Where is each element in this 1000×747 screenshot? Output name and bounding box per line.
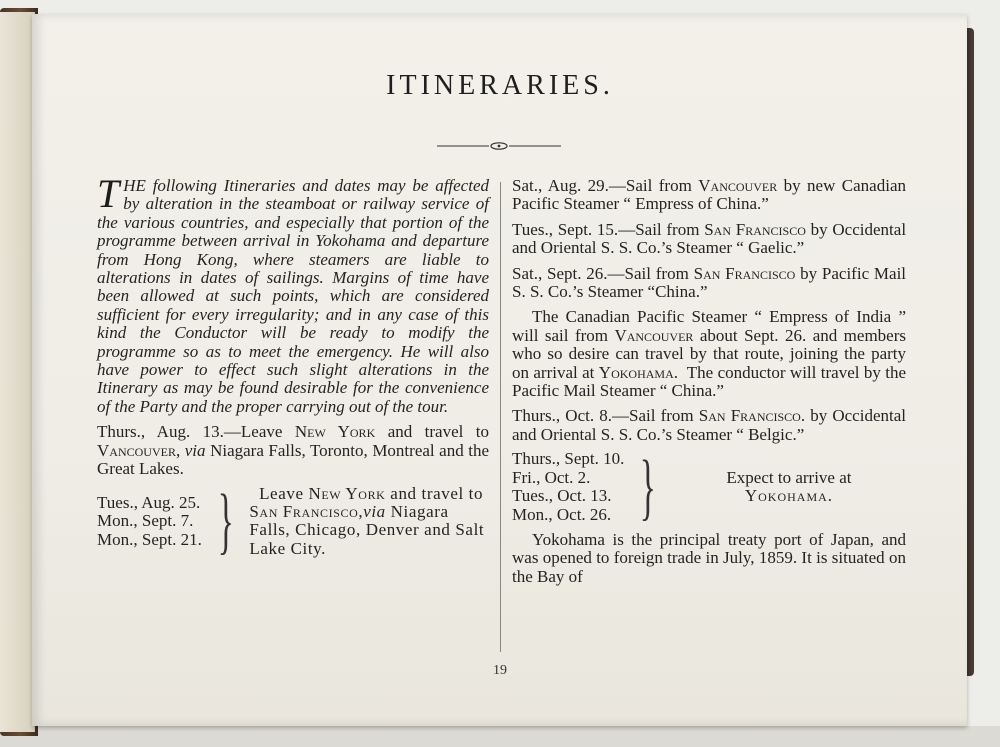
via-text: via (363, 501, 386, 521)
entry-aug-29 (512, 177, 906, 214)
table-surface (0, 726, 1000, 747)
entry-aug-13 (97, 423, 489, 478)
place-name: San Francisco. (698, 406, 806, 426)
entry-group-leave-new-york (97, 480, 489, 563)
column-divider (500, 182, 501, 652)
place-name: New York (294, 422, 376, 442)
right-brace-icon: } (217, 480, 234, 563)
place-name: Vancouver, (97, 440, 181, 460)
page-title: ITINERARIES. (386, 70, 614, 101)
drop-cap: T (97, 171, 120, 216)
entry-text: and travel to (390, 483, 484, 503)
group-dates (512, 450, 624, 524)
entry-date: Sat., Aug. 29. (512, 176, 609, 195)
entry-date: Tues., Sept. 15. (512, 219, 619, 239)
entry-date: Thurs., Aug. 13. (97, 422, 224, 442)
ornament-rule-icon (437, 141, 561, 151)
place-name: San Francisco (704, 219, 806, 239)
place-name: New York (308, 483, 386, 503)
paragraph-text: about Sept. 26. and members who so desire can travel by that route, joining the party on arrival at (512, 325, 906, 382)
group-date: Thurs., Sept. 10. (512, 449, 625, 469)
entry-date: Sat., Sept. 26. (512, 263, 608, 283)
entry-text: Niagara Falls, Toronto, Montreal and the Great Lakes. (97, 440, 490, 479)
group-date: Mon., Oct. 26. (512, 504, 612, 524)
entry-action: —Sail from (608, 176, 692, 195)
entry-action: —Sail from (611, 406, 694, 426)
page-number: 19 (493, 663, 507, 678)
paragraph-text: The conductor will travel by the Pacific Mail Steamer “ China.” (512, 362, 906, 401)
intro-text: HE following Itineraries and dates may be affected by alteration in the steamboat or railway service of the various countries, and especially that portion of the programme between arrival in Yokohama and departure from Hong Kong, where steamers are liable to alterations in dates of sailings. Margins of time have been allowed at such points, which are considered sufficient for every irregularity; and in any case of this kind the Conductor will be ready to modify the programme so as to meet the emergency. He will also have power to effect such slight alterations in the Itinerary as may be found desirable for the convenience of the Party and the proper carrying out of the tour. (97, 176, 489, 416)
entry-text: Niagara Falls, Chicago, Denver and Salt Lake City. (249, 501, 485, 558)
entry-text: Expect to arrive at (726, 467, 852, 487)
entry-text: by Occidental and Oriental S. S. Co.’s Steamer “ Belgic.” (512, 406, 906, 444)
entry-sept-26 (512, 265, 906, 302)
place-name: Yokohama. (744, 486, 834, 506)
group-description (672, 469, 906, 506)
entry-action: —Sail from (607, 263, 689, 283)
left-column (97, 171, 490, 563)
via-text: via (184, 440, 206, 460)
group-date: Fri., Oct. 2. (512, 467, 591, 487)
group-date: Mon., Sept. 21. (97, 529, 202, 549)
entry-group-arrive-yokohama (512, 446, 906, 529)
entry-oct-8 (512, 407, 906, 444)
entry-action: —Leave (223, 422, 283, 442)
entry-date: Thurs., Oct. 8. (512, 406, 612, 426)
entry-sept-15 (512, 221, 906, 258)
yokohama-paragraph (512, 531, 906, 586)
group-dates (97, 494, 202, 549)
group-date: Tues., Oct. 13. (512, 486, 612, 506)
place-name: Vancouver (698, 176, 778, 195)
entry-action: Leave (259, 483, 304, 503)
paragraph-text: Yokohama is the principal treaty port of Japan, and was opened to foreign trade in July, 1859. It is situated on the Bay of (512, 529, 906, 586)
right-brace-icon: } (640, 446, 657, 529)
group-date: Tues., Aug. 25. (97, 492, 201, 512)
place-name: San Francisco (693, 263, 796, 283)
group-description (249, 485, 489, 559)
entry-text: by new Canadian Pacific Steamer “ Empress of China.” (512, 176, 906, 214)
place-name: Yokohama. (598, 362, 678, 382)
intro-paragraph (97, 171, 489, 416)
group-date: Mon., Sept. 7. (97, 511, 194, 531)
paragraph-text: The Canadian Pacific Steamer “ Empress of India ” will sail from (512, 307, 906, 345)
entry-action: —Sail from (618, 219, 700, 239)
entry-text: by Pacific Mail S. S. Co.’s Steamer “China.” (512, 263, 907, 302)
place-name: San Francisco, (249, 501, 364, 521)
entry-text: and travel to (387, 422, 490, 442)
empress-of-india-paragraph (512, 308, 906, 400)
entry-text: by Occidental and Oriental S. S. Co.’s Steamer “ Gaelic.” (512, 219, 907, 258)
place-name: Vancouver (614, 325, 694, 345)
page-edges (0, 12, 35, 732)
right-column (512, 177, 906, 586)
